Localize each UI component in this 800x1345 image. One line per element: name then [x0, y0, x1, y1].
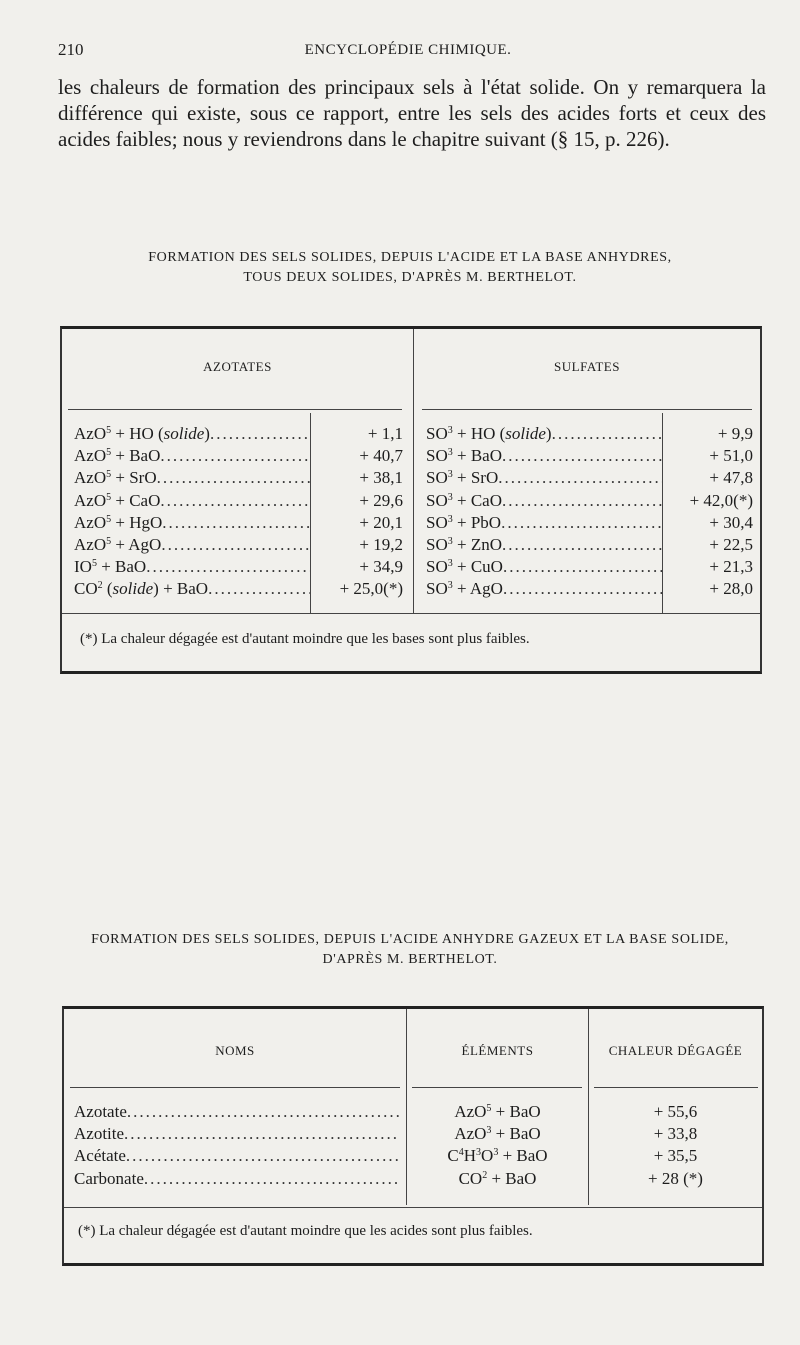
- salt-name: [74, 1168, 400, 1190]
- table1-right-formulas: [426, 423, 662, 601]
- table2-header-elements: ÉLÉMENTS: [461, 1043, 534, 1058]
- sulfate-formula: [426, 534, 662, 556]
- sulfate-formula-text: $SO^3$ + HO (solide): [426, 424, 552, 443]
- azotate-value: + 19,2: [359, 534, 403, 554]
- azotate-formula: [74, 556, 310, 578]
- azotate-formula-text: AzO$^5$ + BaO: [74, 446, 161, 466]
- sulfate-value: + 47,8: [709, 468, 753, 488]
- table1-caption-line1: FORMATION DES SELS SOLIDES, DEPUIS L'ACIDE ET LA BASE ANHYDRES,: [148, 250, 672, 265]
- table2-caption-line1: FORMATION DES SELS SOLIDES, DEPUIS L'ACIDE ANHYDRE GAZEUX ET LA BASE SOLIDE,: [91, 932, 729, 947]
- salt-name-text: Carbonate: [74, 1168, 144, 1188]
- salt-name-leader: [126, 1145, 400, 1167]
- azotate-formula-leader: [160, 445, 310, 467]
- salt-name-leader: [144, 1168, 400, 1190]
- table1-left-formulas: [74, 423, 310, 601]
- salt-name-text: Azotite: [74, 1124, 125, 1144]
- sulfate-value: + 9,9: [717, 424, 753, 443]
- azotate-formula-text: AzO$^5$ + CaO: [74, 490, 161, 510]
- salt-heat: + 28 (*): [648, 1168, 703, 1188]
- salt-name: [74, 1123, 400, 1145]
- sulfate-value: + 30,4: [709, 512, 753, 532]
- table2-footnote-rule: [64, 1207, 762, 1208]
- azotate-formula: [74, 534, 310, 556]
- table1-right-header-rule: [422, 409, 752, 410]
- table2-names: [74, 1101, 400, 1190]
- azotate-formula-leader: [160, 490, 310, 512]
- sulfate-formula: [426, 445, 662, 467]
- azotate-formula-leader: [157, 467, 310, 489]
- table2-header-chaleur: CHALEUR DÉGAGÉE: [608, 1043, 743, 1058]
- table2-caption: [40, 930, 780, 970]
- sulfate-formula-leader: [552, 423, 662, 445]
- sulfate-formula-leader: [502, 445, 662, 467]
- azotate-formula: [74, 490, 310, 512]
- salt-name: [74, 1101, 400, 1123]
- azotate-value: + 40,7: [359, 446, 403, 466]
- table2-caption-line2: D'APRÈS M. BERTHELOT.: [322, 952, 498, 967]
- sulfate-formula: [426, 467, 662, 489]
- sulfate-formula-text: $SO^3$ + SrO: [426, 468, 499, 488]
- intro-paragraph: les chaleurs de formation des principaux sels à l'état solide. On y remarquera la différence qui existe, sous ce rapport, entre les sels des acides forts et ceux des acides faibles; nous y reviendrons dans le chapitre suivant (§ 15, p. 226).: [58, 75, 766, 151]
- table1-left-header-rule: [68, 409, 402, 410]
- azotate-formula-text: AzO$^5$ + HgO: [74, 512, 163, 532]
- salt-name-leader: [124, 1123, 400, 1145]
- salt-name-leader: [127, 1101, 400, 1123]
- running-title: ENCYCLOPÉDIE CHIMIQUE.: [304, 42, 512, 58]
- table2-header-rule-3: [594, 1087, 758, 1088]
- table1-header-sulfates: SULFATES: [554, 359, 620, 374]
- salt-elements: AzO$^3$ + BaO: [454, 1124, 541, 1144]
- sulfate-formula-text: $SO^3$ + ZnO: [426, 534, 502, 554]
- sulfate-value: + 21,3: [709, 557, 753, 577]
- page-number: 210: [58, 40, 84, 59]
- azotate-formula-text: $IO^5$ + BaO: [74, 557, 147, 577]
- azotate-formula-leader: [161, 534, 310, 556]
- azotate-value: + 29,6: [359, 490, 403, 510]
- azotate-formula: [74, 467, 310, 489]
- azotate-formula: [74, 423, 310, 445]
- sulfate-formula-text: $SO^3$ + AgO: [426, 579, 503, 599]
- sulfate-formula-text: $SO^3$ + CuO: [426, 557, 503, 577]
- azotate-formula-text: AzO$^5$ + AgO: [74, 534, 162, 554]
- table2-header-rule-1: [70, 1087, 400, 1088]
- azotate-formula-leader: [146, 556, 310, 578]
- sulfate-formula-leader: [498, 467, 662, 489]
- sulfate-formula: [426, 512, 662, 534]
- salt-elements: $C^4H^3O^3$ + BaO: [447, 1146, 548, 1166]
- table2-footnote: (*) La chaleur dégagée est d'autant moindre que les acides sont plus faibles.: [78, 1223, 533, 1239]
- sulfate-formula-text: $SO^3$ + BaO: [426, 446, 502, 466]
- sulfate-formula-text: $SO^3$ + PbO: [426, 512, 502, 532]
- table1-azotates-sulfates: [60, 326, 762, 674]
- table2-heat: [589, 1101, 762, 1190]
- azotate-formula-leader: [208, 578, 310, 600]
- table1-footnote-rule: [62, 613, 760, 614]
- azotate-value: + 34,9: [359, 557, 403, 577]
- azotate-formula-leader: [210, 423, 310, 445]
- sulfate-formula: [426, 556, 662, 578]
- azotate-value: + 25,0(*): [339, 579, 403, 599]
- sulfate-value: + 22,5: [709, 534, 753, 554]
- page-header: [58, 40, 758, 64]
- salt-heat: + 33,8: [653, 1124, 698, 1144]
- salt-name: [74, 1145, 400, 1167]
- azotate-formula: [74, 512, 310, 534]
- salt-name-text: Azotate: [74, 1102, 127, 1121]
- sulfate-formula-leader: [501, 512, 662, 534]
- table1-caption: [40, 248, 780, 288]
- salt-elements: AzO$^5$ + BaO: [454, 1102, 541, 1121]
- table1-left-values: [311, 423, 409, 601]
- table1-caption-line2: TOUS DEUX SOLIDES, D'APRÈS M. BERTHELOT.: [243, 270, 577, 285]
- sulfate-value: + 42,0(*): [689, 490, 753, 510]
- azotate-formula-leader: [162, 512, 310, 534]
- sulfate-value: + 51,0: [709, 446, 753, 466]
- table1-header-azotates: AZOTATES: [203, 359, 272, 374]
- sulfate-formula-leader: [502, 534, 662, 556]
- azotate-formula-text: AzO$^5$ + HO (solide): [74, 424, 210, 443]
- salt-heat: + 35,5: [653, 1146, 698, 1166]
- sulfate-formula-leader: [503, 578, 662, 600]
- table1-right-values: [663, 423, 759, 601]
- table2-elements: [407, 1101, 588, 1190]
- azotate-formula-text: AzO$^5$ + SrO: [74, 468, 157, 488]
- table1-footnote: (*) La chaleur dégagée est d'autant moindre que les bases sont plus faibles.: [80, 631, 530, 647]
- table2-gaseous-acids: [62, 1006, 764, 1266]
- sulfate-formula-text: $SO^3$ + CaO: [426, 490, 502, 510]
- sulfate-value: + 28,0: [709, 579, 753, 599]
- sulfate-formula-leader: [502, 490, 662, 512]
- sulfate-formula-leader: [503, 556, 662, 578]
- azotate-value: + 38,1: [359, 468, 403, 488]
- sulfate-formula: [426, 578, 662, 600]
- azotate-formula: [74, 445, 310, 467]
- salt-elements: $CO^2$ + BaO: [458, 1168, 537, 1188]
- salt-name-text: Acétate: [74, 1146, 126, 1166]
- sulfate-formula: [426, 423, 662, 445]
- azotate-formula-text: $CO^2$ (solide) + BaO: [74, 579, 209, 599]
- sulfate-formula: [426, 490, 662, 512]
- azotate-value: + 20,1: [359, 512, 403, 532]
- salt-heat: + 55,6: [653, 1102, 698, 1121]
- azotate-formula: [74, 578, 310, 600]
- table2-header-noms: NOMS: [215, 1043, 255, 1058]
- table2-header-rule-2: [412, 1087, 582, 1088]
- azotate-value: + 1,1: [367, 424, 403, 443]
